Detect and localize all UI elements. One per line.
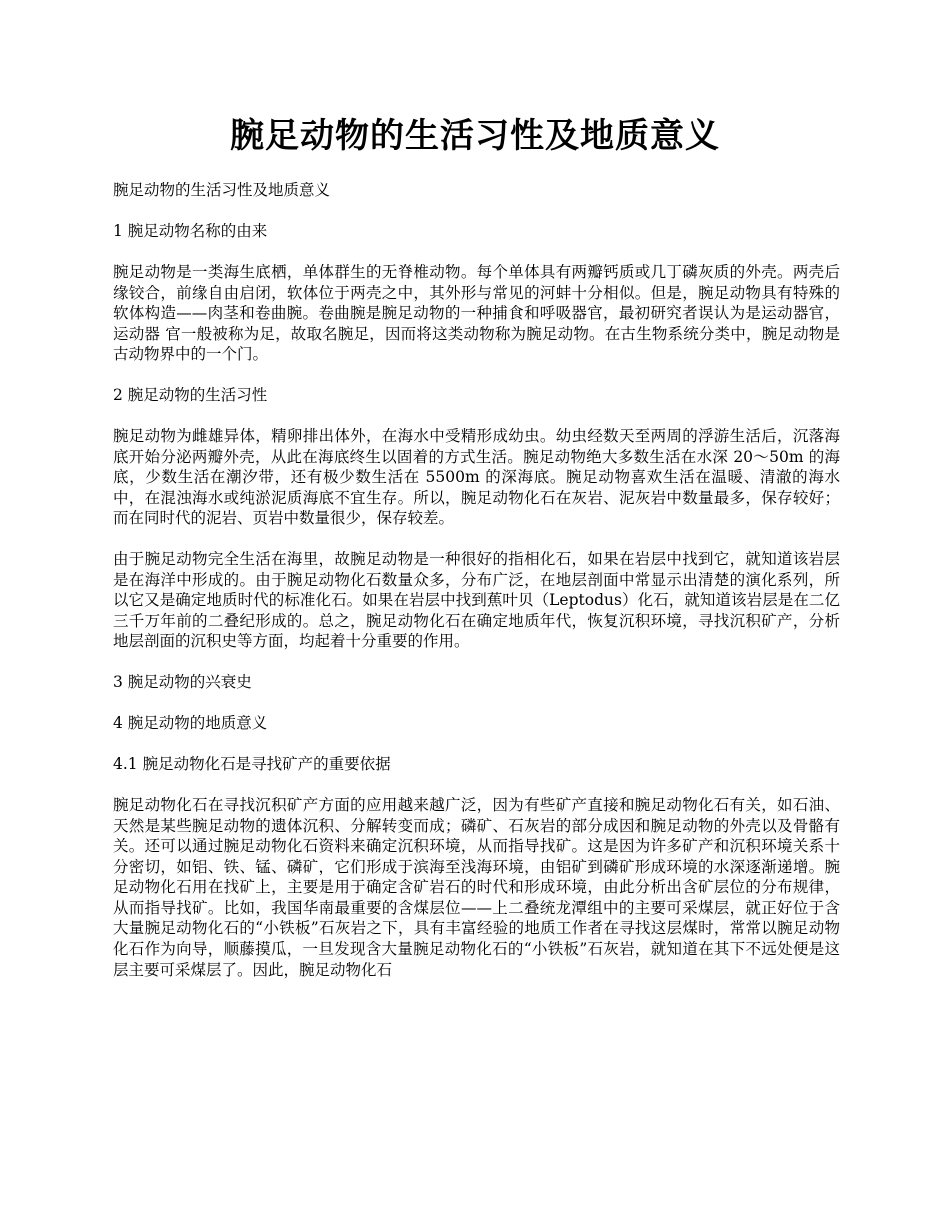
section-1-paragraph-1: 腕足动物是一类海生底栖，单体群生的无脊椎动物。每个单体具有两瓣钙质或几丁磷灰质的外壳。两壳后缘铰合，前缘自由启闭，软体位于两壳之中，其外形与常见的河蚌十分相似。但是，腕足动物具有特殊的软体构造——肉茎和卷曲腕。卷曲腕是腕足动物的一种捕食和呼吸器官，最初研究者误认为是运动器官，运动器 官一般被称为足，故取名腕足，因而将这类动物称为腕足动物。在古生物系统分类中，腕足动物是古动物界中的一个门。	[113, 263, 840, 364]
section-heading-2: 2 腕足动物的生活习性	[113, 385, 268, 404]
section-heading-4-1: 4.1 腕足动物化石是寻找矿产的重要依据	[113, 754, 391, 773]
section-heading-3: 3 腕足动物的兴衰史	[113, 672, 252, 691]
section-heading-1: 1 腕足动物名称的由来	[113, 222, 268, 240]
section-heading-4: 4 腕足动物的地质意义	[113, 713, 268, 732]
section-2-paragraph-2: 由于腕足动物完全生活在海里，故腕足动物是一种很好的指相化石，如果在岩层中找到它，就知道该岩层是在海洋中形成的。由于腕足动物化石数量众多，分布广泛，在地层剖面中常显示出清楚的演化系列，所以它又是确定地质时代的标准化石。如果在岩层中找到蕉叶贝（Leptodus）化石，就知道该岩层是在二亿三千万年前的二叠纪形成的。总之，腕足动物化石在确定地质年代，恢复沉积环境，寻找沉积矿产，分析地层剖面的沉积史等方面，均起着十分重要的作用。	[113, 549, 840, 651]
section-4-1-paragraph-1: 腕足动物化石在寻找沉积矿产方面的应用越来越广泛，因为有些矿产直接和腕足动物化石有关，如石油、天然是某些腕足动物的遗体沉积、分解转变而成；磷矿、石灰岩的部分成因和腕足动物的外壳以及骨骼有关。还可以通过腕足动物化石资料来确定沉积环境，从而指导找矿。这是因为许多矿产和沉积环境关系十分密切，如铝、铁、锰、磷矿，它们形成于滨海至浅海环境，由铝矿到磷矿形成环境的水深逐渐递增。腕足动物化石用在找矿上，主要是用于确定含矿岩石的时代和形成环境，由此分析出含矿层位的分布规律，从而指导找矿。比如，我国华南最重要的含煤层位——上二叠统龙潭组中的主要可采煤层，就正好位于含大量腕足动物化石的“小铁板”石灰岩之下，具有丰富经验的地质工作者在寻找这层煤时，常常以腕足动物化石作为向导，顺藤摸瓜，一旦发现含大量腕足动物化石的“小铁板”石灰岩，就知道在其下不远处便是这层主要可采煤层了。因此，腕足动物化石	[113, 795, 840, 979]
document-subtitle: 腕足动物的生活习性及地质意义	[113, 181, 331, 199]
section-2-paragraph-1: 腕足动物为雌雄异体，精卵排出体外，在海水中受精形成幼虫。幼虫经数天至两周的浮游生活后，沉落海底开始分泌两瓣外壳，从此在海底终生以固着的方式生活。腕足动物绝大多数生活在水深 20～50m 的海底，少数生活在潮汐带，还有极少数生活在 5500m 的深海底。腕足动物喜欢生活在温暖、清澈的海水中，在混浊海水或纯淤泥质海底不宜生存。所以，腕足动物化石在灰岩、泥灰岩中数量最多，保存较好；而在同时代的泥岩、页岩中数量很少，保存较差。	[113, 426, 840, 528]
document-body	[113, 180, 840, 1000]
document-title: 腕足动物的生活习性及地质意义	[230, 116, 720, 156]
